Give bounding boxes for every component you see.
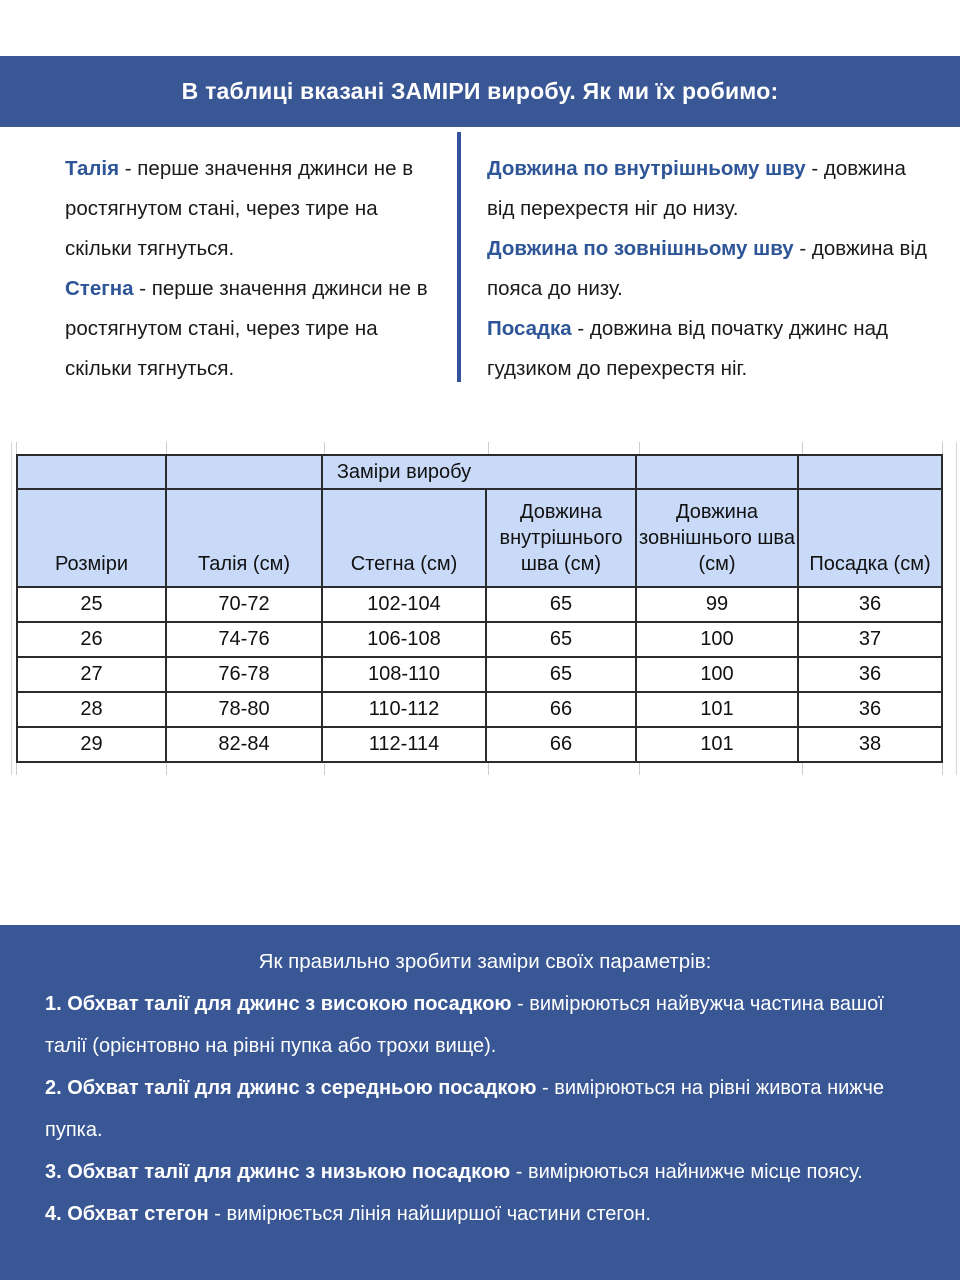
gridline-stub: [16, 763, 17, 775]
table-cell: 102-104: [322, 587, 486, 622]
gridline-stub: [802, 763, 803, 775]
definition-outseam: [487, 229, 927, 309]
gridline-stub: [324, 442, 325, 454]
definition-term: Посадка: [487, 317, 572, 340]
table-group-header-row: [17, 455, 942, 489]
table-cell: 99: [636, 587, 798, 622]
column-header-hips: Стегна (см): [322, 489, 486, 587]
column-header-inseam: Довжина внутрішнього шва (см): [486, 489, 636, 587]
table-cell: 108-110: [322, 657, 486, 692]
group-header-cell: Заміри виробу: [322, 455, 636, 489]
empty-header-cell: [798, 455, 942, 489]
table-cell: 106-108: [322, 622, 486, 657]
guide-item-lead: 1. Обхват талії для джинс з високою посадкою: [45, 993, 512, 1015]
definition-stehna: [65, 269, 435, 389]
table-cell: 101: [636, 692, 798, 727]
gridline-stub: [488, 763, 489, 775]
table-cell: 65: [486, 657, 636, 692]
title-banner: [0, 56, 960, 127]
gridline-stub: [639, 442, 640, 454]
table-cell: 36: [798, 692, 942, 727]
table-cell: 101: [636, 727, 798, 762]
definition-term: Талія: [65, 157, 120, 180]
guide-item-text: - вимірюються на рівні живота нижче пупка.: [45, 1077, 885, 1141]
table-cell: 66: [486, 727, 636, 762]
gridline-stub: [942, 442, 943, 454]
size-table: [16, 454, 943, 763]
column-header-sizes: Розміри: [17, 489, 166, 587]
guide-item-text: - вимірюється лінія найширшої частини стегон.: [208, 1203, 651, 1225]
guide-item-text: - вимірюються найнижче місце поясу.: [510, 1161, 863, 1183]
guide-item-text: - вимірюються найвужча частина вашої талії (орієнтовно на рівні пупка або трохи вище).: [45, 993, 884, 1057]
table-row: [17, 587, 942, 622]
table-cell: 26: [17, 622, 166, 657]
table-cell: 76-78: [166, 657, 322, 692]
table-cell: 112-114: [322, 727, 486, 762]
table-cell: 37: [798, 622, 942, 657]
table-cell: 36: [798, 657, 942, 692]
definition-inseam: [487, 149, 927, 229]
guide-item-3: [45, 1151, 925, 1193]
guide-item-lead: 2. Обхват талії для джинс з середньою посадкою: [45, 1077, 537, 1099]
definition-term: Довжина по зовнішньому шву: [487, 237, 794, 260]
definition-text: - перше значення джинси не в ростягнутом стані, через тире на скільки тягнуться.: [65, 277, 428, 380]
table-cell: 82-84: [166, 727, 322, 762]
top-margin: [0, 0, 960, 56]
guide-item-lead: 3. Обхват талії для джинс з низькою посадкою: [45, 1161, 511, 1183]
guide-heading: Як правильно зробити заміри своїх параметрів:: [258, 950, 712, 973]
table-cell: 65: [486, 587, 636, 622]
table-cell: 100: [636, 657, 798, 692]
column-header-rise: Посадка (см): [798, 489, 942, 587]
gridline-stub: [16, 442, 17, 454]
table-cell: 38: [798, 727, 942, 762]
definition-talia: [65, 149, 435, 269]
definition-text: - довжина від початку джинс над гудзиком до перехрестя ніг.: [487, 317, 888, 380]
table-row: [17, 692, 942, 727]
table-cell: 25: [17, 587, 166, 622]
definition-text: - довжина від пояса до низу.: [487, 237, 927, 300]
table-cell: 65: [486, 622, 636, 657]
empty-header-cell: [636, 455, 798, 489]
gridline-right: [956, 442, 957, 775]
definition-term: Довжина по внутрішньому шву: [487, 157, 806, 180]
table-row: [17, 657, 942, 692]
table-cell: 36: [798, 587, 942, 622]
definition-rise: [487, 309, 927, 389]
table-cell: 110-112: [322, 692, 486, 727]
gridline-stub: [802, 442, 803, 454]
measuring-guide-section: [0, 925, 960, 1280]
spreadsheet-area: [16, 442, 948, 775]
definitions-section: [0, 127, 960, 395]
definitions-left-column: [65, 149, 435, 395]
table-row: [17, 622, 942, 657]
table-column-header-row: [17, 489, 942, 587]
guide-item-1: [45, 983, 925, 1067]
banner-title: В таблиці вказані ЗАМІРИ виробу. Як ми їх робимо:: [181, 78, 779, 104]
column-header-outseam: Довжина зовнішнього шва (см): [636, 489, 798, 587]
guide-item-lead: 4. Обхват стегон: [45, 1203, 209, 1225]
definition-text: - перше значення джинси не в ростягнутом стані, через тире на скільки тягнуться.: [65, 157, 414, 260]
gridline-left: [11, 442, 12, 775]
column-header-waist: Талія (см): [166, 489, 322, 587]
table-cell: 100: [636, 622, 798, 657]
table-cell: 29: [17, 727, 166, 762]
gridline-stub: [942, 763, 943, 775]
table-row: [17, 727, 942, 762]
table-cell: 74-76: [166, 622, 322, 657]
vertical-divider: [457, 132, 461, 382]
table-cell: 27: [17, 657, 166, 692]
table-cell: 70-72: [166, 587, 322, 622]
gridline-stub: [639, 763, 640, 775]
guide-item-4: [45, 1193, 925, 1235]
gridline-stub: [166, 442, 167, 454]
table-cell: 66: [486, 692, 636, 727]
empty-header-cell: [166, 455, 322, 489]
definition-text: - довжина від перехрестя ніг до низу.: [487, 157, 906, 220]
gridline-stub: [324, 763, 325, 775]
gridline-stub: [166, 763, 167, 775]
definitions-right-column: [487, 149, 927, 395]
table-cell: 28: [17, 692, 166, 727]
table-cell: 78-80: [166, 692, 322, 727]
empty-header-cell: [17, 455, 166, 489]
guide-item-2: [45, 1067, 925, 1151]
gridline-stub: [488, 442, 489, 454]
definition-term: Стегна: [65, 277, 134, 300]
